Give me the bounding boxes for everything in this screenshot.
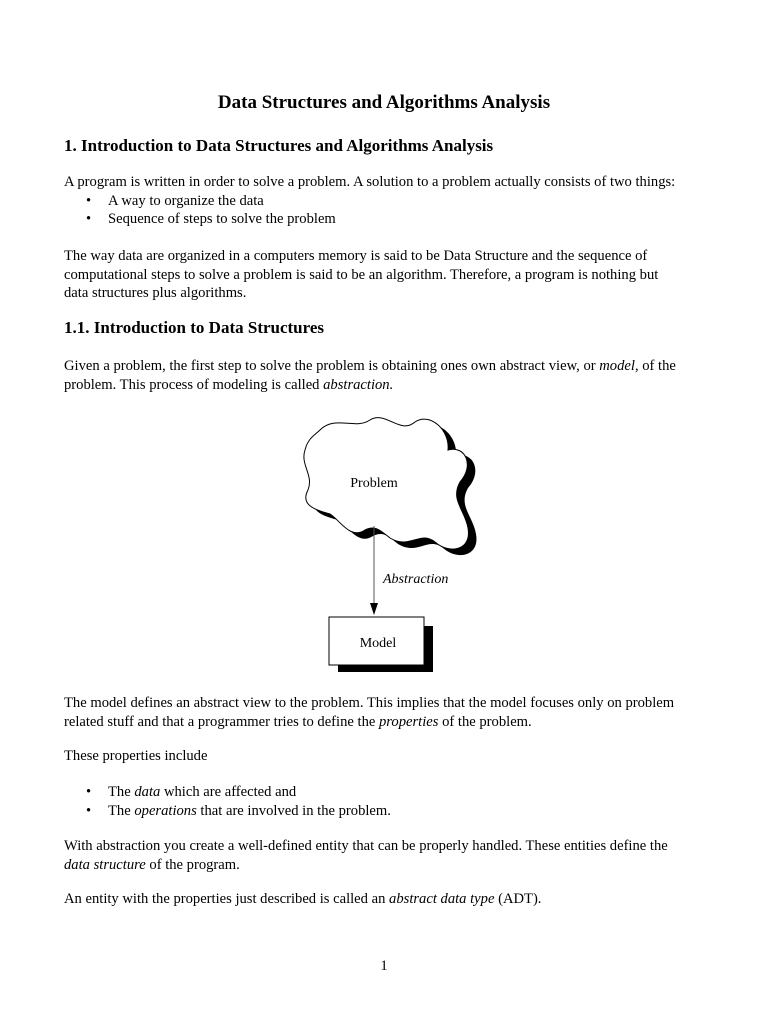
abstraction-diagram xyxy=(290,410,480,680)
paragraph xyxy=(64,837,714,874)
text: (ADT). xyxy=(494,891,542,907)
abstraction-label: Abstraction xyxy=(383,572,449,587)
bullet-list xyxy=(64,783,714,820)
paragraph xyxy=(64,694,714,731)
text: problem. This process of modeling is called xyxy=(64,376,324,393)
document-title: Data Structures and Algorithms Analysis xyxy=(217,92,551,113)
emphasis: abstraction. xyxy=(323,376,394,393)
text: of the problem. xyxy=(438,713,532,730)
paragraph-line: With abstraction you create a well-defined entity that can be properly handled. These entities define the xyxy=(64,838,668,854)
problem-label: Problem xyxy=(350,476,398,491)
text: An entity with the properties just described is called an xyxy=(64,891,390,907)
arrow-head xyxy=(370,603,378,615)
paragraph-line: The way data are organized in a computers memory is said to be Data Structure and the sequence of xyxy=(64,248,648,264)
paragraph xyxy=(64,357,714,394)
paragraph-line: The model defines an abstract view to the problem. This implies that the model focuses only on problem xyxy=(64,695,675,711)
text: , of the xyxy=(634,358,676,374)
paragraph-line: computational steps to solve a problem is said to be an algorithm. Therefore, a program is nothing but xyxy=(64,266,659,283)
emphasis: model xyxy=(599,358,635,374)
subsection-heading: 1.1. Introduction to Data Structures xyxy=(64,318,325,337)
emphasis: data structure xyxy=(64,856,146,873)
paragraph-line: data structures plus algorithms. xyxy=(64,285,247,302)
paragraph xyxy=(64,247,714,303)
section-heading: 1. Introduction to Data Structures and Algorithms Analysis xyxy=(64,136,494,155)
text: of the program. xyxy=(145,856,240,873)
paragraph xyxy=(64,173,714,229)
list-item: • A way to organize the data xyxy=(64,192,714,211)
list-item: • The data which are affected and xyxy=(64,783,714,802)
paragraph xyxy=(64,890,714,909)
emphasis: abstract data type xyxy=(389,891,495,907)
list-item: • Sequence of steps to solve the problem xyxy=(64,210,714,229)
model-label: Model xyxy=(359,636,397,651)
paragraph-line: A program is written in order to solve a problem. A solution to a problem actually consists of two things: xyxy=(64,174,676,190)
page-number: 1 xyxy=(380,958,388,974)
emphasis: properties xyxy=(379,713,439,730)
text: Given a problem, the first step to solve the problem is obtaining ones own abstract view, or xyxy=(64,358,600,374)
list-item: • The operations that are involved in the problem. xyxy=(64,802,714,821)
paragraph: These properties include xyxy=(64,748,208,764)
text: related stuff and that a programmer tries to define the xyxy=(64,713,379,730)
bullet-list xyxy=(64,192,714,229)
